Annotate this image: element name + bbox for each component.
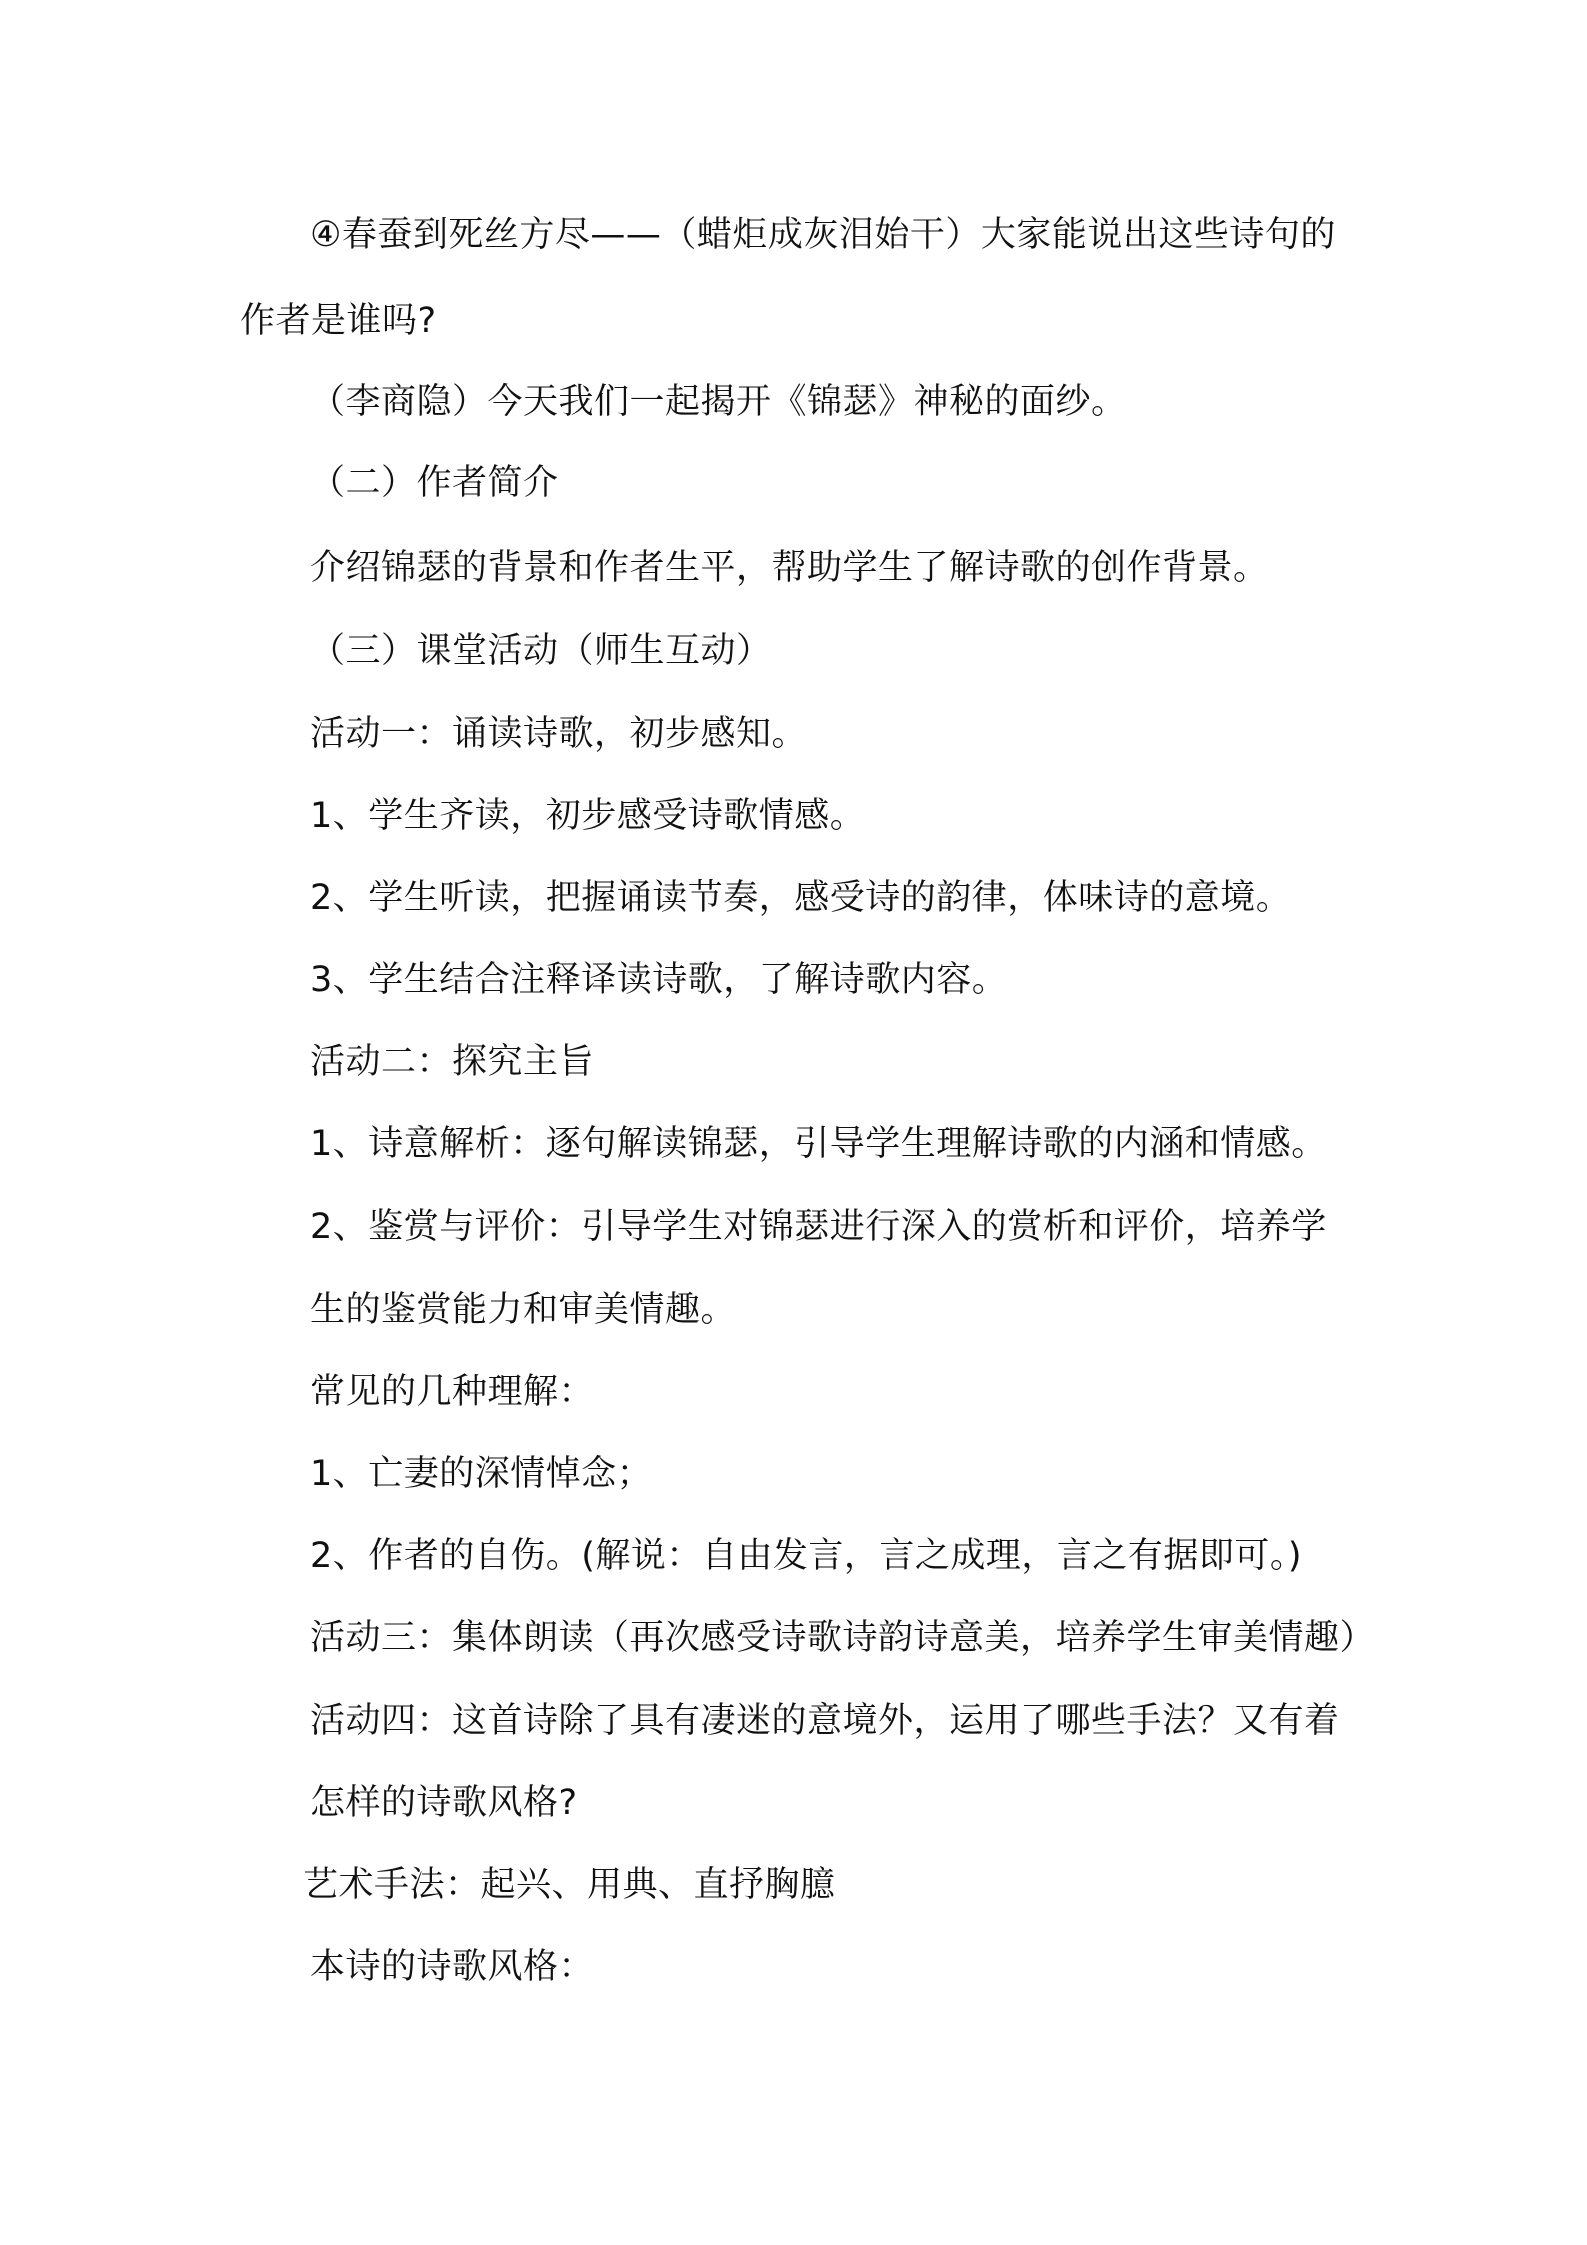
text-line-3: （李商隐）今天我们一起揭开《锦瑟》神秘的面纱。 <box>310 382 1127 422</box>
text-line-22: 本诗的诗歌风格： <box>310 1947 595 1987</box>
text-line-18: 活动三：集体朗读（再次感受诗歌诗韵诗意美，培养学生审美情趣） <box>310 1618 1376 1658</box>
text-line-17: 2、作者的自伤。(解说：自由发言，言之成理，言之有据即可。) <box>310 1536 1303 1576</box>
text-line-2: 作者是谁吗? <box>240 301 437 341</box>
text-line-12: 1、诗意解析：逐句解读锦瑟，引导学生理解诗歌的内涵和情感。 <box>310 1124 1327 1164</box>
text-line-5: 介绍锦瑟的背景和作者生平，帮助学生了解诗歌的创作背景。 <box>310 548 1269 588</box>
text-line-19: 活动四：这首诗除了具有凄迷的意境外，运用了哪些手法？又有着 <box>310 1701 1340 1741</box>
text-line-21: 艺术手法：起兴、用典、直抒胸臆 <box>303 1865 836 1905</box>
section-heading-activity: （三）课堂活动（师生互动） <box>310 631 772 671</box>
text-line-13: 2、鉴赏与评价：引导学生对锦瑟进行深入的赏析和评价，培养学 <box>310 1207 1327 1247</box>
text-line-1: ④春蚕到死丝方尽——（蜡炬成灰泪始干）大家能说出这些诗句的 <box>310 215 1336 255</box>
text-line-11: 活动二：探究主旨 <box>310 1042 595 1082</box>
text-line-14: 生的鉴赏能力和审美情趣。 <box>310 1290 737 1330</box>
text-line-8: 1、学生齐读，初步感受诗歌情感。 <box>310 796 866 836</box>
section-heading-author: （二）作者简介 <box>310 463 559 503</box>
text-line-10: 3、学生结合注释译读诗歌，了解诗歌内容。 <box>310 960 1008 1000</box>
text-line-7: 活动一：诵读诗歌，初步感知。 <box>310 714 808 754</box>
text-line-16: 1、亡妻的深情悼念； <box>310 1454 653 1494</box>
text-line-15: 常见的几种理解： <box>310 1372 595 1412</box>
text-line-20: 怎样的诗歌风格? <box>310 1783 578 1823</box>
text-line-9: 2、学生听读，把握诵读节奏，感受诗的韵律，体味诗的意境。 <box>310 878 1292 918</box>
